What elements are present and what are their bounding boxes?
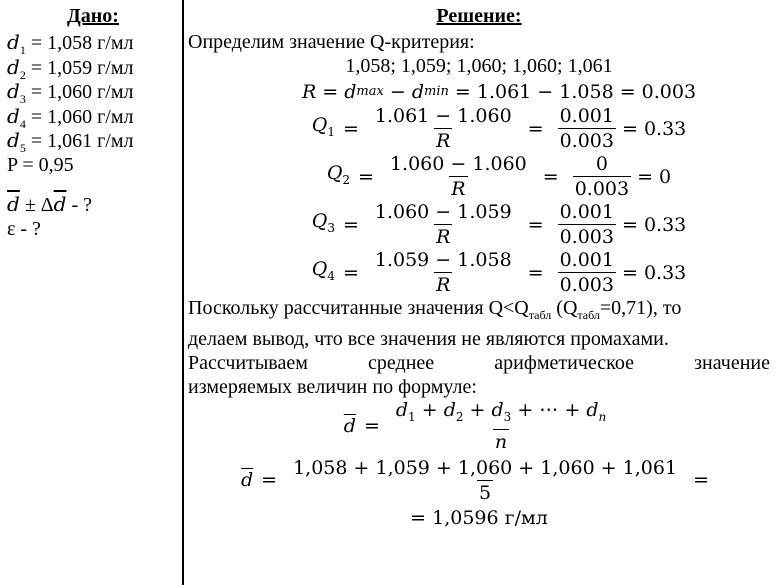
q-equation-2: $Q_2$ = $\frac{1.060 - 1.060}{R}$ = $\frac{0}{0.003}$ = 0	[326, 153, 672, 200]
mean-intro-word: Рассчитываем	[188, 352, 308, 374]
q-fraction-expression: $\frac{1.060 - 1.059}{R}$	[374, 201, 512, 248]
q-fraction-expression: $\frac{1.061 - 1.060}{R}$	[374, 105, 512, 152]
given-question-eps: ε - ?	[7, 217, 41, 240]
mean-intro-word: значение	[694, 352, 770, 374]
given-column	[7, 4, 179, 241]
q-label: $Q_4$	[311, 258, 335, 283]
mean-intro-line-2: измеряемых величин по формуле:	[188, 376, 477, 398]
q-fraction-value: $\frac{0.001}{0.003}$	[559, 201, 614, 248]
column-divider	[182, 0, 184, 585]
q-fraction-expression: $\frac{1.059 - 1.058}{R}$	[374, 249, 512, 296]
given-p-value: P = 0,95	[7, 153, 74, 176]
q-criterion-list	[188, 105, 770, 296]
mean-intro-word: арифметическое	[494, 352, 634, 374]
mean-calculation: $\overline{d}$ = $\frac{1,058 + 1,059 + 1,060 + 1,060 + 1,061}{5}$ =	[241, 456, 709, 504]
solution-title: Решение:	[436, 5, 522, 27]
q-label: $Q_3$	[311, 210, 335, 235]
given-title: Дано:	[67, 5, 119, 27]
q-result: = 0	[637, 165, 672, 188]
q-result: = 0.33	[622, 261, 687, 284]
q-fraction-value: $\frac{0.001}{0.003}$	[559, 249, 614, 296]
given-item-2: $d_2 = 1,059$ г/мл	[7, 54, 134, 82]
q-label: $Q_1$	[311, 114, 335, 139]
values-line: 1,058; 1,059; 1,060; 1,060; 1,061	[345, 55, 613, 77]
mean-intro-word: среднее	[368, 352, 435, 374]
given-item-1: $d_1 = 1,058$ г/мл	[7, 30, 134, 57]
q-equation-3: $Q_3$ = $\frac{1.060 - 1.059}{R}$ = $\frac{0.001}{0.003}$ = 0.33	[311, 201, 687, 248]
mean-result: = 1,0596 г/мл	[410, 506, 548, 529]
solution-column	[188, 4, 770, 530]
mean-calc-den: 5	[479, 481, 492, 504]
q-fraction-expression: $\frac{1.060 - 1.060}{R}$	[389, 153, 527, 200]
solution-intro: Определим значение Q-критерия:	[188, 31, 475, 53]
q-fraction-value: $\frac{0.001}{0.003}$	[559, 105, 614, 152]
mean-formula: $\overline{d}$ = $\frac{d_1 + d_2 + d_3 + \cdots + d_n}{n}$	[343, 399, 607, 453]
range-equation: R = d max − d min = 1.061 − 1.058 = 0.003	[301, 81, 697, 103]
q-result: = 0.33	[622, 213, 687, 236]
given-item-4: $d_4 = 1,060$ г/мл	[7, 103, 134, 131]
mean-intro-line-1	[188, 351, 770, 375]
q-label: $Q_2$	[326, 162, 351, 187]
given-item-5: $d_5 = 1,061$ г/мл	[7, 128, 134, 155]
q-equation-1: $Q_1$ = $\frac{1.061 - 1.060}{R}$ = $\frac{0.001}{0.003}$ = 0.33	[311, 105, 687, 152]
conclusion-line-1: Поскольку рассчитанные значения $Q<Q_{табл}$ $(Q_{табл}=0,71)$, то	[188, 297, 682, 322]
given-question-mean: $\overline{d} \pm \Delta\overline{d}$ - ?	[7, 192, 93, 216]
q-result: = 0.33	[622, 117, 687, 140]
mean-calc-num: 1,058 + 1,059 + 1,060 + 1,060 + 1,061	[293, 456, 678, 479]
mean-formula-den: n	[494, 430, 508, 453]
q-fraction-value: $\frac{0}{0.003}$	[574, 153, 630, 200]
q-equation-4: $Q_4$ = $\frac{1.059 - 1.058}{R}$ = $\frac{0.001}{0.003}$ = 0.33	[311, 249, 687, 296]
conclusion-line-2: делаем вывод, что все значения не являются промахами.	[188, 328, 669, 350]
given-item-3: $d_3 = 1,060$ г/мл	[7, 79, 134, 106]
